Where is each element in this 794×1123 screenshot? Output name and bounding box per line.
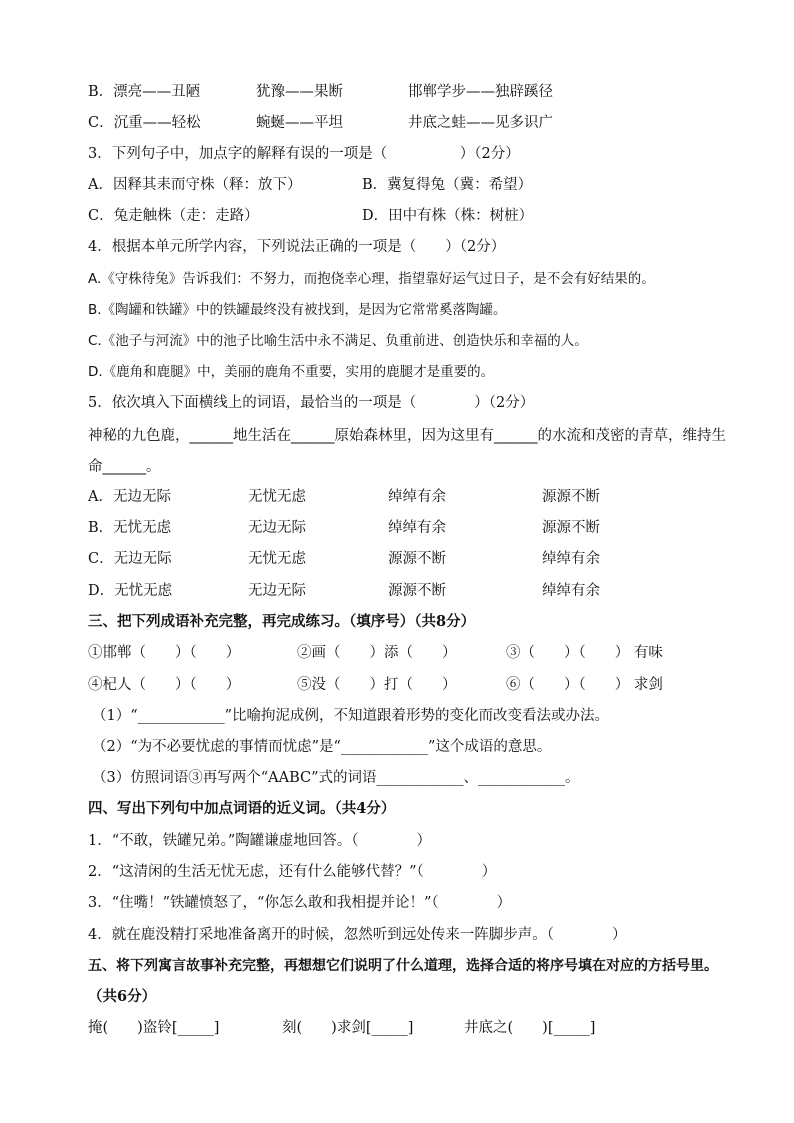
section-4-item-4: 4．就在鹿没精打采地准备离开的时候，忽然听到远处传来一阵脚步声。（ ） xyxy=(88,927,627,943)
q4-option-b: B.《陶罐和铁罐》中的铁罐最终没有被找到，是因为它常常奚落陶罐。 xyxy=(88,302,507,318)
section-4-title: 四、写出下列句中加点词语的近义词。（共4分） xyxy=(88,800,396,817)
q5-row-a-2: 无忧无虑 xyxy=(248,489,306,505)
q5-row-d-2: 无边无际 xyxy=(248,583,306,599)
q5-stem: 5．依次填入下面横线上的词语，最恰当的一项是（ ）（2分） xyxy=(88,395,535,411)
fable-3: 井底之( )[_____] xyxy=(464,1020,596,1036)
section-4-item-1: 1．“不敢，铁罐兄弟。”陶罐谦虚地回答。（ ） xyxy=(88,833,432,849)
idiom-2: ②画（ ）添（ ） xyxy=(297,645,457,661)
q5-passage-line-1: 神秘的九色鹿，______地生活在______原始森林里，因为这里有______的水流和茂密的青草，维持生 xyxy=(88,428,726,444)
section-3-q3: （3）仿照词语③再写两个“AABC”式的词语____________、____________。 xyxy=(92,770,580,786)
q5-row-d-3: 源源不断 xyxy=(388,583,446,599)
q5-row-b-1: B．无忧无虑 xyxy=(88,520,172,536)
idiom-3: ③（ ）（ ） 有味 xyxy=(506,645,663,661)
q2-option-b-1: B．漂亮——丑陋 xyxy=(88,84,201,100)
q5-passage-line-2: 命______。 xyxy=(88,459,161,475)
idiom-6: ⑥（ ）（ ） 求剑 xyxy=(506,677,663,693)
section-3-title: 三、把下列成语补充完整，再完成练习。（填序号）（共8分） xyxy=(88,613,476,630)
q2-option-c-3: 井底之蛙——见多识广 xyxy=(408,115,553,131)
idiom-4: ④杞人（ ）（ ） xyxy=(88,677,241,693)
fable-2: 刻( )求剑[_____] xyxy=(282,1020,414,1036)
section-3-q1: （1）“____________”比喻拘泥成例，不知道跟着形势的变化而改变看法或办法。 xyxy=(92,708,610,724)
q5-row-c-4: 绰绰有余 xyxy=(542,551,600,567)
section-5-title-continued: （共6分） xyxy=(88,988,157,1005)
q3-option-b: B．冀复得兔（冀：希望） xyxy=(362,177,533,193)
q4-option-d: D.《鹿角和鹿腿》中，美丽的鹿角不重要，实用的鹿腿才是重要的。 xyxy=(88,364,495,380)
q3-option-c: C．兔走触株（走：走路） xyxy=(88,208,259,224)
q4-option-a: A.《守株待兔》告诉我们：不努力，而抱侥幸心理，指望靠好运气过日子，是不会有好结果的。 xyxy=(88,271,655,287)
q5-row-d-1: D．无忧无虑 xyxy=(88,583,173,599)
q5-row-a-3: 绰绰有余 xyxy=(388,489,446,505)
q5-row-a-1: A．无边无际 xyxy=(88,489,171,505)
q5-row-b-2: 无边无际 xyxy=(248,520,306,536)
q5-row-a-4: 源源不断 xyxy=(542,489,600,505)
q2-option-b-3: 邯郸学步——独辟蹊径 xyxy=(408,84,553,100)
q5-row-c-3: 源源不断 xyxy=(388,551,446,567)
q3-option-a: A．因释其耒而守株（释：放下） xyxy=(88,177,302,193)
q3-option-d: D．田中有株（株：树桩） xyxy=(362,208,534,224)
q5-row-b-3: 绰绰有余 xyxy=(388,520,446,536)
section-4-item-2: 2．“这清闲的生活无忧无虑，还有什么能够代替？”（ ） xyxy=(88,864,497,880)
q5-row-c-2: 无忧无虑 xyxy=(248,551,306,567)
q2-option-b-2: 犹豫——果断 xyxy=(256,84,343,100)
q5-row-b-4: 源源不断 xyxy=(542,520,600,536)
q2-option-c-2: 蜿蜒——平坦 xyxy=(256,115,343,131)
idiom-5: ⑤没（ ）打（ ） xyxy=(297,677,457,693)
q4-stem: 4．根据本单元所学内容，下列说法正确的一项是（ ）（2分） xyxy=(88,239,506,255)
section-5-title: 五、将下列寓言故事补充完整，再想想它们说明了什么道理，选择合适的将序号填在对应的方括号里。 xyxy=(88,958,718,974)
q2-option-c-1: C．沉重——轻松 xyxy=(88,115,201,131)
q3-stem: 3．下列句子中，加点字的解释有误的一项是（ ）（2分） xyxy=(88,146,520,162)
idiom-1: ①邯郸（ ）（ ） xyxy=(88,645,241,661)
section-3-q2: （2）“为不必要忧虑的事情而忧虑”是“____________”这个成语的意思。 xyxy=(92,739,552,755)
fable-1: 掩( )盗铃[_____] xyxy=(88,1020,220,1036)
q5-row-d-4: 绰绰有余 xyxy=(542,583,600,599)
q5-row-c-1: C．无边无际 xyxy=(88,551,172,567)
section-4-item-3: 3．“住嘴！”铁罐愤怒了，“你怎么敢和我相提并论！”（ ） xyxy=(88,895,512,911)
q4-option-c: C.《池子与河流》中的池子比喻生活中永不满足、负重前进、创造快乐和幸福的人。 xyxy=(88,333,588,349)
